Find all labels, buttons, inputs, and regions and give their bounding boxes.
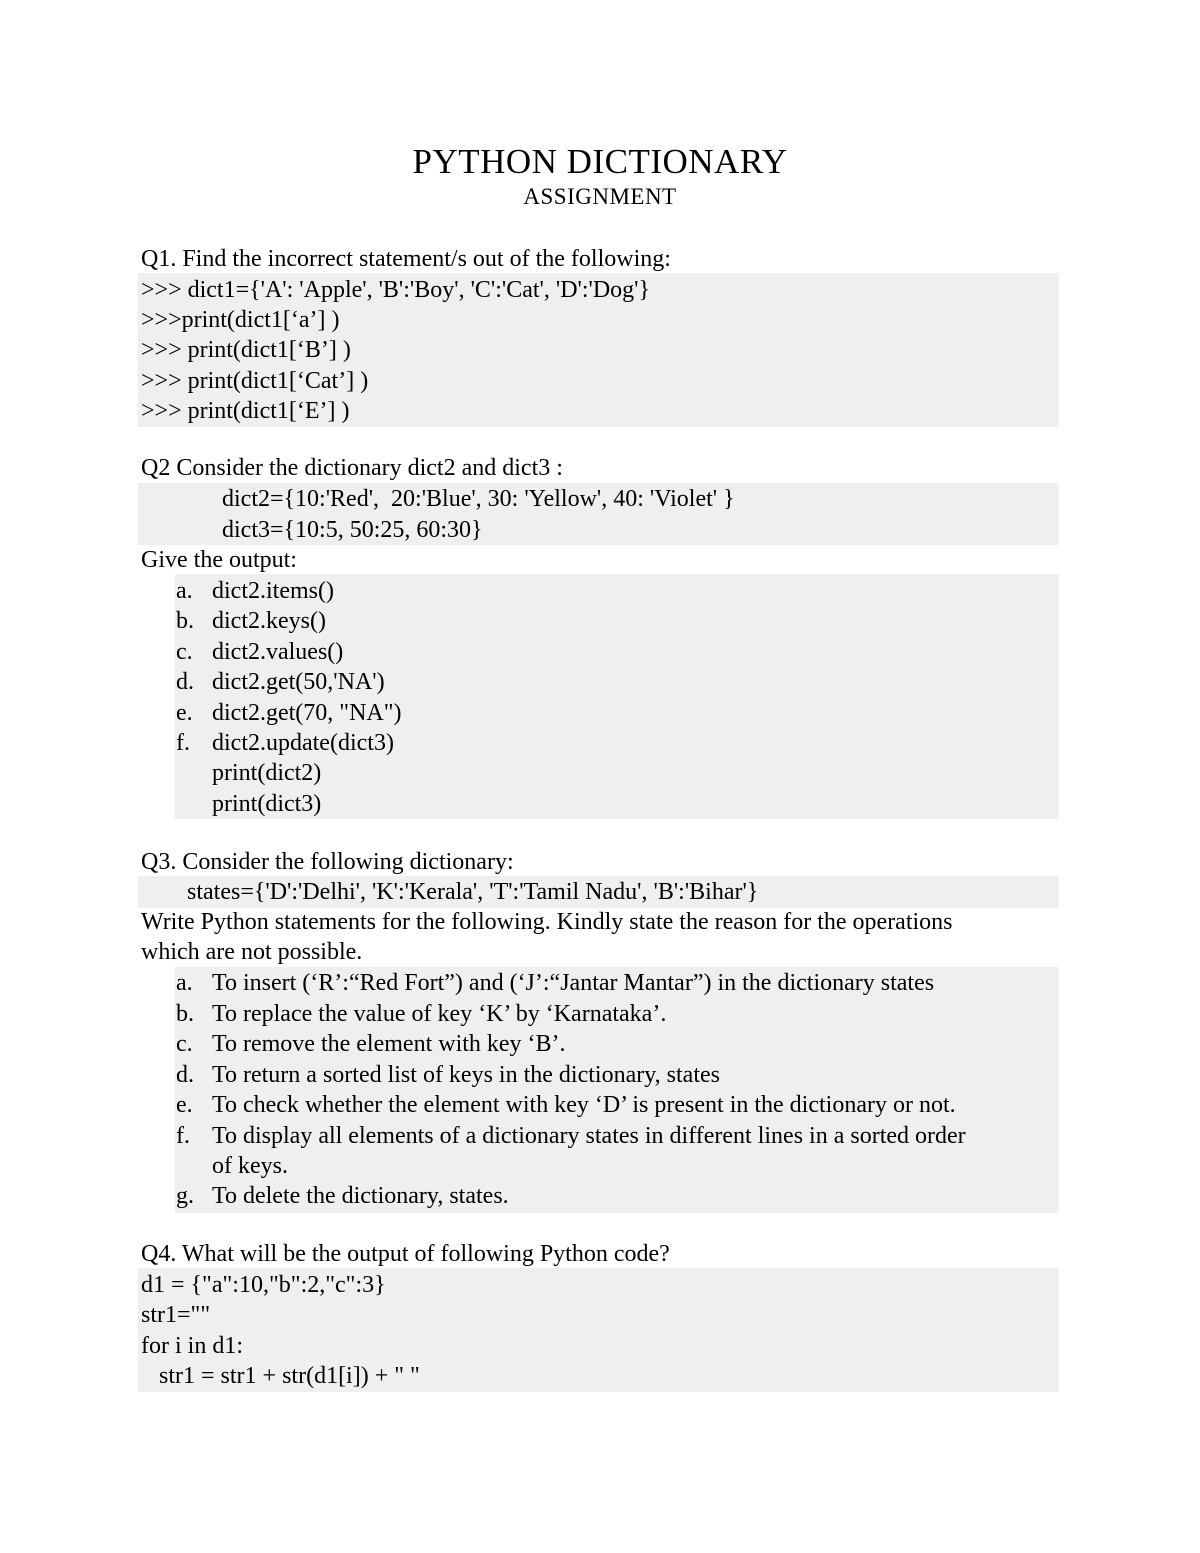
q3-item: To delete the dictionary, states.	[212, 1183, 509, 1209]
q1-code-line: >>> print(dict1[‘E’] )	[141, 398, 350, 424]
q4-code-line: str1=""	[141, 1302, 211, 1328]
q2-item: dict2.keys()	[212, 608, 326, 634]
q1-code-line: >>> print(dict1[‘Cat’] )	[141, 368, 369, 394]
q3-item-marker: c.	[176, 1031, 193, 1057]
q1-question: Q1. Find the incorrect statement/s out of the following:	[141, 246, 671, 272]
q3-item-marker: g.	[176, 1183, 194, 1209]
q3-code-line: states={'D':'Delhi', 'K':'Kerala', 'T':'Tamil Nadu', 'B':'Bihar'}	[187, 879, 759, 905]
q2-item: dict2.get(50,'NA')	[212, 669, 385, 695]
q2-code-line: dict3={10:5, 50:25, 60:30}	[222, 517, 483, 543]
q3-item: To remove the element with key ‘B’.	[212, 1031, 566, 1057]
q2-item-continuation: print(dict3)	[212, 791, 322, 817]
q2-item-marker: c.	[176, 639, 193, 665]
q2-item-marker: b.	[176, 608, 194, 634]
q1-code-line: >>> print(dict1[‘B’] )	[141, 337, 351, 363]
q3-item-marker: b.	[176, 1001, 194, 1027]
q4-code-line: for i in d1:	[141, 1333, 243, 1359]
q2-item-marker: f.	[176, 730, 190, 756]
q2-item-continuation: print(dict2)	[212, 760, 322, 786]
q3-prompt: which are not possible.	[141, 939, 363, 965]
q3-question: Q3. Consider the following dictionary:	[141, 849, 514, 875]
q2-item: dict2.update(dict3)	[212, 730, 394, 756]
q3-item: To check whether the element with key ‘D’ is present in the dictionary or not.	[212, 1092, 956, 1118]
q3-item: To display all elements of a dictionary states in different lines in a sorted order	[212, 1123, 966, 1149]
q2-question: Q2 Consider the dictionary dict2 and dict3 :	[141, 455, 563, 481]
q3-item: To return a sorted list of keys in the dictionary, states	[212, 1062, 720, 1088]
q3-prompt: Write Python statements for the following. Kindly state the reason for the operations	[141, 909, 953, 935]
q2-item-marker: e.	[176, 700, 193, 726]
q2-item: dict2.values()	[212, 639, 344, 665]
q3-item-marker: f.	[176, 1123, 190, 1149]
q2-item: dict2.items()	[212, 578, 334, 604]
q1-code-line: >>>print(dict1[‘a’] )	[141, 307, 340, 333]
q3-item-marker: d.	[176, 1062, 194, 1088]
q4-code-line: str1 = str1 + str(d1[i]) + " "	[141, 1363, 420, 1389]
q3-item-marker: a.	[176, 970, 193, 996]
q4-code-line: d1 = {"a":10,"b":2,"c":3}	[141, 1272, 386, 1298]
q3-item: To insert (‘R’:“Red Fort”) and (‘J’:“Jantar Mantar”) in the dictionary states	[212, 970, 935, 996]
q3-item-marker: e.	[176, 1092, 193, 1118]
q3-item: To replace the value of key ‘K’ by ‘Karnataka’.	[212, 1001, 667, 1027]
q4-question: Q4. What will be the output of following Python code?	[141, 1241, 670, 1267]
q2-item-marker: a.	[176, 578, 193, 604]
q2-prompt: Give the output:	[141, 547, 297, 573]
q3-item-continuation: of keys.	[212, 1153, 288, 1179]
q2-code-line: dict2={10:'Red', 20:'Blue', 30: 'Yellow', 40: 'Violet' }	[222, 486, 735, 512]
page-title: PYTHON DICTIONARY	[412, 142, 788, 181]
page-subtitle: ASSIGNMENT	[523, 184, 677, 209]
q2-item-marker: d.	[176, 669, 194, 695]
q2-item: dict2.get(70, "NA")	[212, 700, 402, 726]
q1-code-line: >>> dict1={'A': 'Apple', 'B':'Boy', 'C':'Cat', 'D':'Dog'}	[141, 277, 651, 303]
